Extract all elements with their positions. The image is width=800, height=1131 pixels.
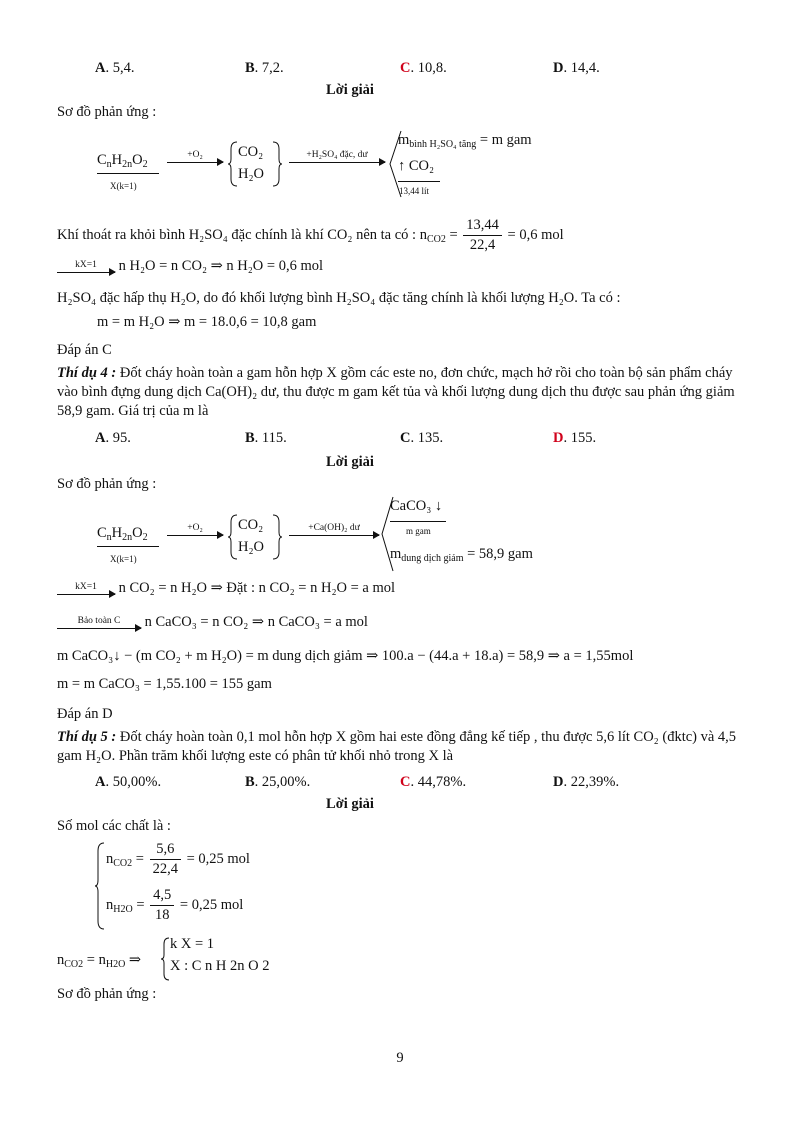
reactant-k: X(k=1) <box>110 181 137 191</box>
option-c: C. 135. <box>400 430 444 446</box>
right-brace <box>271 141 283 187</box>
scheme-label: Sơ đồ phản ứng : <box>57 104 157 120</box>
example-5-question: Thí dụ 5 : Đốt cháy hoàn toàn 0,1 mol hỗn hợp X gồm hai este đồng đẳng kế tiếp , thu được 5,6 lít CO₂ (đktc) và 4,5 gam H₂O. Phần trăm khối lượng este có phân tử khối nhỏ trong X là <box>57 729 737 764</box>
example-4-question: Thí dụ 4 : Đốt cháy hoàn toàn a gam hỗn hợp X gồm các este no, đơn chức, mạch hở rồi cho toàn bộ sản phẩm cháy vào bình đựng dung dịch Ca(OH)₂ dư, thu được m gam kết tủa và khối lượng dung dịch thu được sau phản ứng giảm 58,9 gam. Giá trị của m là <box>57 365 735 419</box>
co2-line: Khí thoát ra khỏi bình H₂SO₄ đặc chính là khí CO₂ nên ta có : $n_{CO2}$ = $\frac{13,44}{22,4}$ = 0,6 mol <box>57 217 564 253</box>
ex4-line-1: kX=1 n CO₂ = n H₂O ⇒ Đặt : n CO₂ = n H₂O = a mol <box>57 580 395 597</box>
moles-label: Số mol các chất là : <box>57 818 171 834</box>
underbrace <box>398 176 440 182</box>
result-top: $m_{bình H_2SO_4 tăng} = m$ gam <box>398 132 532 150</box>
answer-options <box>0 430 800 450</box>
kx-conclusion: $n_{CO2} = n_{H2O}$ ⇒ <box>57 952 142 970</box>
system-brace <box>94 842 106 930</box>
underbrace <box>390 516 446 522</box>
solution-title: Lời giải <box>326 82 374 98</box>
product-co2: CO₂ <box>238 517 264 533</box>
option-b: B. 25,00%. <box>245 774 311 790</box>
result-bottom: ↑ CO₂ <box>398 158 435 174</box>
scheme-label: Sơ đồ phản ứng : <box>57 986 157 1002</box>
fraction: $\frac{13,44}{22,4}$ <box>463 216 502 255</box>
answer-options <box>0 774 800 794</box>
underbrace <box>97 168 159 174</box>
product-co2: CO₂ <box>238 144 264 160</box>
option-d: D. 22,39%. <box>553 774 620 790</box>
option-b: B. 7,2. <box>245 60 284 76</box>
kx-line-1: k X = 1 <box>170 936 215 952</box>
kx-line-2: X : C n H 2n O 2 <box>170 958 270 974</box>
h2o-moles: $n_{H2O}$ = $\frac{4,5}{18}$ = 0,25 mol <box>106 887 244 923</box>
reactant-formula: $C_nH_{2n}O_2$ <box>97 152 148 170</box>
right-brace <box>271 514 283 560</box>
arrow-o2: +O₂ <box>167 521 223 538</box>
absorb-line: H₂SO₄ đặc hấp thụ H₂O, do đó khối lượng bình H₂SO₄ đặc tăng chính là khối lượng H₂O. Ta có : <box>57 290 621 306</box>
result-top-under: m gam <box>406 526 431 536</box>
underbrace <box>97 541 159 547</box>
option-a: A. 5,4. <box>95 60 135 76</box>
co2-moles: $n_{CO2}$ = $\frac{5,6}{22,4}$ = 0,25 mol <box>106 841 250 877</box>
result-bottom-under: 13,44 lít <box>399 186 430 196</box>
option-a: A. 50,00%. <box>95 774 162 790</box>
h2o-mole-line: kX=1 n H₂O = n CO₂ ⇒ n H₂O = 0,6 mol <box>57 258 323 275</box>
mass-line: m = m H₂O ⇒ m = 18.0,6 = 10,8 gam <box>97 314 317 330</box>
answer-d: Đáp án D <box>57 706 113 722</box>
option-d: D. 155. <box>553 430 597 446</box>
product-h2o: H₂O <box>238 539 264 555</box>
page-number: 9 <box>396 1050 404 1066</box>
reactant-formula: $C_nH_{2n}O_2$ <box>97 525 148 543</box>
solution-title: Lời giải <box>326 454 374 470</box>
ex4-line-2: Bảo toàn C n CaCO₃ = n CO₂ ⇒ n CaCO₃ = a mol <box>57 614 368 631</box>
answer-options <box>0 60 800 80</box>
solution-title: Lời giải <box>326 796 374 812</box>
answer-c: Đáp án C <box>57 342 112 358</box>
option-c: C. 44,78%. <box>400 774 467 790</box>
scheme-label: Sơ đồ phản ứng : <box>57 476 157 492</box>
ex4-line-4: m = m CaCO₃ = 1,55.100 = 155 gam <box>57 676 272 692</box>
result-top: CaCO₃ ↓ <box>390 498 443 514</box>
arrow-h2so4: +H₂SO₄ đặc, dư <box>289 148 385 165</box>
option-b: B. 115. <box>245 430 287 446</box>
arrow-o2: +O₂ <box>167 148 223 165</box>
option-a: A. 95. <box>95 430 131 446</box>
kx-brace <box>160 937 170 981</box>
option-d: D. 14,4. <box>553 60 600 76</box>
arrow-caoh2: +Ca(OH)₂ dư <box>289 521 379 538</box>
ex4-line-3: m CaCO₃↓ − (m CO₂ + m H₂O) = m dung dịch giảm ⇒ 100.a − (44.a + 18.a) = 58,9 ⇒ a = 1,55mol <box>57 648 634 664</box>
result-bottom: $m_{dung dịch giảm} = 58,9$ gam <box>390 546 533 564</box>
reactant-k: X(k=1) <box>110 554 137 564</box>
product-h2o: H₂O <box>238 166 264 182</box>
option-c: C. 10,8. <box>400 60 447 76</box>
